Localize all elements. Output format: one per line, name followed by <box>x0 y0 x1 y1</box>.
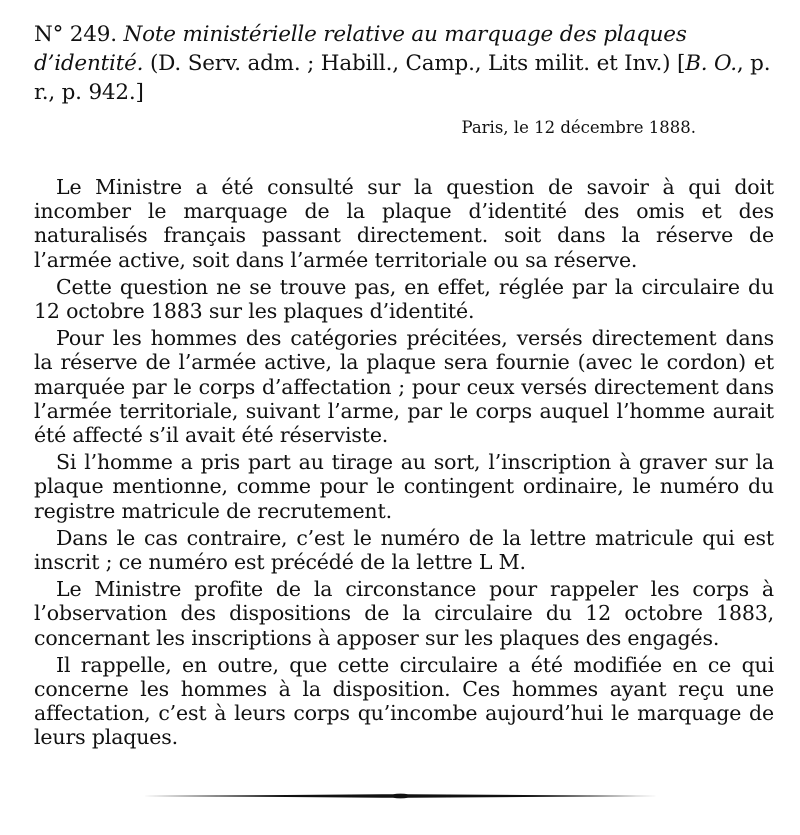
bulletin-ref-open: [ <box>676 51 686 76</box>
end-rule <box>143 793 658 799</box>
note-title: Note ministérielle relative au marquage des plaques d’identité. <box>34 22 687 76</box>
body-text <box>34 175 774 753</box>
paragraph: Le Ministre a été consulté sur la question de savoir à qui doit incomber le marquage de la plaque d’identité des omis et des naturalisés français passant directement. soit dans la réserve de l’armée active, soit dans l’armée territoriale ou sa réserve. <box>34 175 774 272</box>
note-heading <box>34 20 774 107</box>
bulletin-ref-rest: , p. r., p. 942.] <box>34 51 771 105</box>
note-number: N° 249. <box>34 22 117 47</box>
paragraph: Cette question ne se trouve pas, en effet, réglée par la circulaire du 12 octobre 1883 sur les plaques d’identité. <box>34 274 774 324</box>
dateline: Paris, le 12 décembre 1888. <box>461 118 696 137</box>
paragraph: Dans le cas contraire, c’est le numéro de la lettre matricule qui est inscrit ; ce numéro est précédé de la lettre L M. <box>34 525 774 575</box>
paragraph: Le Ministre profite de la circonstance pour rappeler les corps à l’observation des dispositions de la circulaire du 12 octobre 1883, concernant les inscriptions à apposer sur les plaques des engagés. <box>34 577 774 650</box>
bulletin-ref-italic: B. O. <box>685 51 737 76</box>
note-services: (D. Serv. adm. ; Habill., Camp., Lits milit. et Inv.) <box>149 51 671 76</box>
paragraph: Il rappelle, en outre, que cette circulaire a été modifiée en ce qui concerne les hommes à la disposition. Ces hommes ayant reçu une affectation, c’est à leurs corps qu’incombe aujourd’hui le marquage de leurs plaques. <box>34 652 774 750</box>
paragraph: Pour les hommes des catégories précitées, versés directement dans la réserve de l’armée active, la plaque sera fournie (avec le cordon) et marquée par le corps d’affectation ; pour ceux versés directement dans l’armée territoriale, suivant l’arme, par le corps auquel l’homme aurait été affecté s’il avait été réserviste. <box>34 326 774 448</box>
paragraph: Si l’homme a pris part au tirage au sort, l’inscription à graver sur la plaque mentionne, comme pour le contingent ordinaire, le numéro du registre matricule de recrutement. <box>34 450 774 523</box>
